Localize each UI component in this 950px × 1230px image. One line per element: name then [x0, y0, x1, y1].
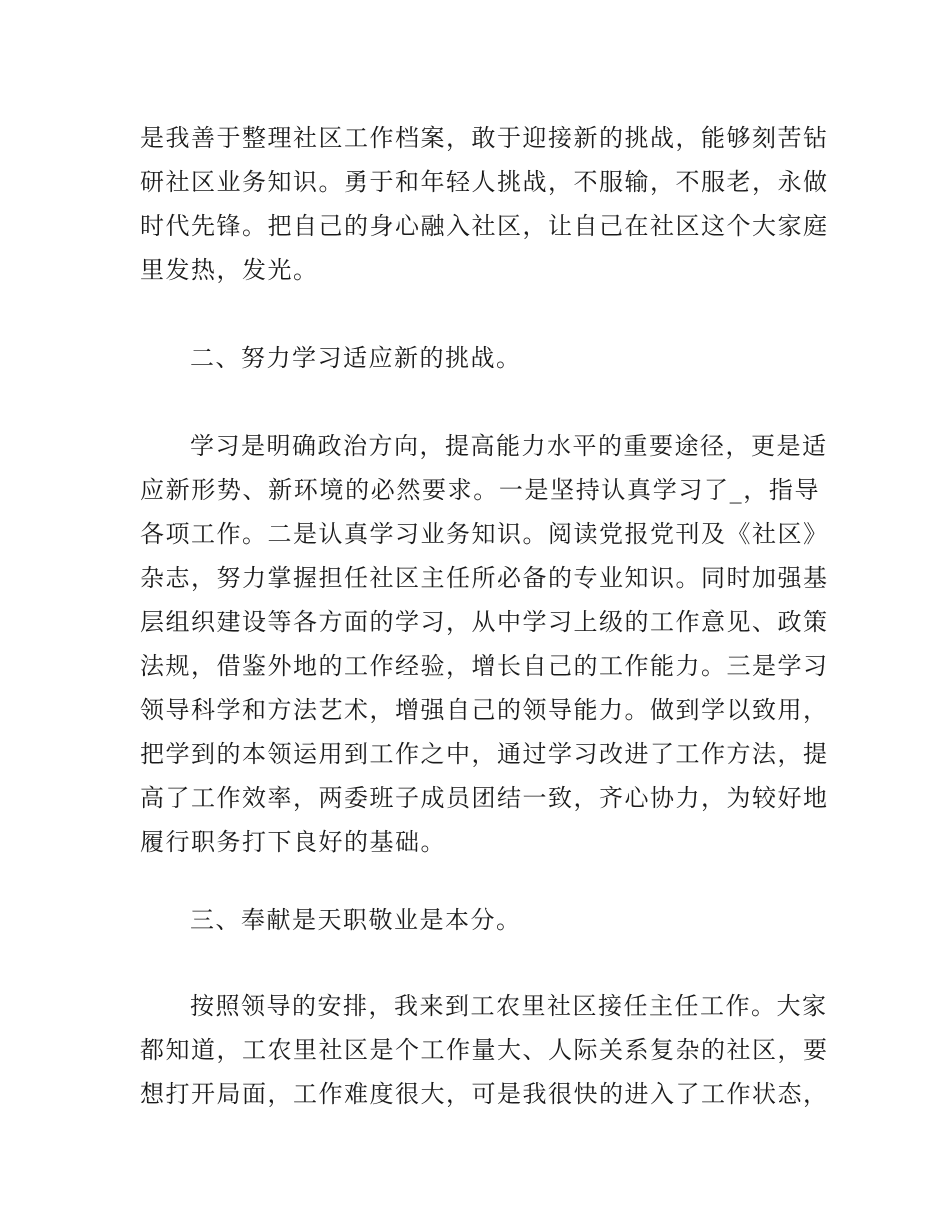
paragraph-3-line: 想打开局面，工作难度很大，可是我很快的进入了工作状态， — [140, 1080, 829, 1108]
paragraph-2-line: 法规，借鉴外地的工作经验，增长自己的工作能力。三是学习 — [140, 652, 829, 680]
paragraph-3-line: 按照领导的安排，我来到工农里社区接任主任工作。大家 — [190, 992, 828, 1020]
paragraph-2-line: 领导科学和方法艺术，增强自己的领导能力。做到学以致用， — [140, 696, 829, 724]
paragraph-2-line: 应新形势、新环境的必然要求。一是坚持认真学习了_，指导 — [140, 476, 820, 504]
paragraph-2-line: 杂志，努力掌握担任社区主任所必备的专业知识。同时加强基 — [140, 564, 829, 592]
paragraph-2-line: 学习是明确政治方向，提高能力水平的重要途径，更是适 — [190, 432, 828, 460]
paragraph-2-line: 高了工作效率，两委班子成员团结一致，齐心协力，为较好地 — [140, 784, 829, 812]
paragraph-2-line: 层组织建设等各方面的学习，从中学习上级的工作意见、政策 — [140, 608, 829, 636]
section-heading-3: 三、奉献是天职敬业是本分。 — [190, 906, 522, 934]
section-heading-2: 二、努力学习适应新的挑战。 — [190, 344, 522, 372]
paragraph-1-line: 研社区业务知识。勇于和年轻人挑战，不服输，不服老，永做 — [140, 168, 829, 196]
paragraph-1-line: 时代先锋。把自己的身心融入社区，让自己在社区这个大家庭 — [140, 212, 829, 240]
paragraph-2-line: 履行职务打下良好的基础。 — [140, 828, 446, 856]
paragraph-1-line: 里发热，发光。 — [140, 256, 319, 284]
paragraph-2-line: 把学到的本领运用到工作之中，通过学习改进了工作方法，提 — [140, 740, 829, 768]
paragraph-2-line: 各项工作。二是认真学习业务知识。阅读党报党刊及《社区》 — [140, 520, 829, 548]
paragraph-3-line: 都知道，工农里社区是个工作量大、人际关系复杂的社区，要 — [140, 1036, 829, 1064]
paragraph-1-line: 是我善于整理社区工作档案，敢于迎接新的挑战，能够刻苦钻 — [140, 124, 829, 152]
